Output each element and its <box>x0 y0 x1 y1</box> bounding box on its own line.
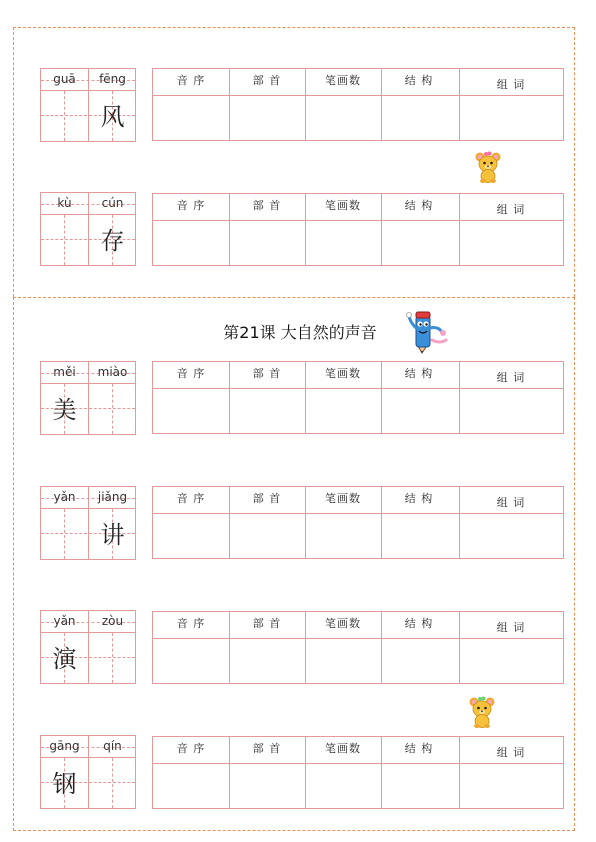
answer-cell[interactable] <box>305 514 381 558</box>
table-header-cell: 音 序 <box>176 492 206 505</box>
table-header-cell: 部 首 <box>252 492 282 505</box>
table-header-cell: 组 词 <box>496 496 526 509</box>
pinyin-left: guā <box>53 72 76 86</box>
answer-cell[interactable] <box>229 96 305 140</box>
table-header-cell: 音 序 <box>176 617 206 630</box>
hanzi-right: 讲 <box>100 521 125 549</box>
pinyin-right: miào <box>97 365 128 379</box>
tian-guide-line <box>112 758 113 808</box>
tian-guide-line <box>89 782 135 783</box>
pinyin-left: měi <box>53 365 76 379</box>
table-header-cell: 结 构 <box>404 617 434 630</box>
tian-guide-line <box>41 239 87 240</box>
bear-icon <box>474 150 502 184</box>
answer-cell[interactable] <box>459 764 563 808</box>
table-header-cell: 结 构 <box>404 367 434 380</box>
character-box <box>40 735 136 809</box>
hanzi-left: 美 <box>52 396 77 424</box>
character-info-table <box>152 736 564 809</box>
answer-cell[interactable] <box>153 639 229 683</box>
pinyin-left: yǎn <box>53 614 76 628</box>
answer-cell[interactable] <box>305 96 381 140</box>
tian-guide-line <box>112 384 113 434</box>
table-header-cell: 笔画数 <box>325 617 361 630</box>
character-info-table <box>152 68 564 141</box>
answer-cell[interactable] <box>229 639 305 683</box>
character-info-table <box>152 486 564 559</box>
answer-cell[interactable] <box>229 514 305 558</box>
table-header-cell: 部 首 <box>252 74 282 87</box>
table-header-cell: 音 序 <box>176 742 206 755</box>
character-box <box>40 68 136 142</box>
hanzi-right: 风 <box>100 103 125 131</box>
answer-cell[interactable] <box>229 389 305 433</box>
character-info-table <box>152 611 564 684</box>
tian-guide-line <box>64 215 65 265</box>
pinyin-left: kù <box>57 196 72 210</box>
pinyin-left: gāng <box>49 739 80 753</box>
hanzi-right: 存 <box>100 227 125 255</box>
answer-cell[interactable] <box>381 764 457 808</box>
answer-cell[interactable] <box>459 96 563 140</box>
pinyin-left: yǎn <box>53 490 76 504</box>
section-divider <box>13 297 575 298</box>
pencil-mascot-icon <box>406 306 450 354</box>
answer-cell[interactable] <box>381 221 457 265</box>
answer-cell[interactable] <box>459 639 563 683</box>
tian-guide-line <box>41 533 87 534</box>
tian-guide-line <box>64 91 65 141</box>
character-box <box>40 610 136 684</box>
answer-cell[interactable] <box>153 96 229 140</box>
answer-cell[interactable] <box>459 514 563 558</box>
answer-cell[interactable] <box>153 764 229 808</box>
table-header-cell: 组 词 <box>496 621 526 634</box>
tian-guide-line <box>89 657 135 658</box>
answer-cell[interactable] <box>229 764 305 808</box>
table-header-cell: 笔画数 <box>325 367 361 380</box>
character-box <box>40 361 136 435</box>
answer-cell[interactable] <box>153 389 229 433</box>
answer-cell[interactable] <box>459 389 563 433</box>
answer-cell[interactable] <box>381 96 457 140</box>
answer-cell[interactable] <box>305 389 381 433</box>
tian-guide-line <box>64 509 65 559</box>
table-header-cell: 结 构 <box>404 492 434 505</box>
pinyin-right: qín <box>103 739 122 753</box>
bear-icon <box>467 695 497 729</box>
table-header-cell: 笔画数 <box>325 492 361 505</box>
answer-cell[interactable] <box>381 389 457 433</box>
answer-cell[interactable] <box>153 514 229 558</box>
pinyin-right: zòu <box>101 614 124 628</box>
table-header-cell: 组 词 <box>496 371 526 384</box>
answer-cell[interactable] <box>305 221 381 265</box>
hanzi-left: 演 <box>52 645 77 673</box>
character-info-table <box>152 193 564 266</box>
character-box <box>40 192 136 266</box>
table-header-cell: 部 首 <box>252 367 282 380</box>
table-header-cell: 结 构 <box>404 74 434 87</box>
answer-cell[interactable] <box>305 639 381 683</box>
answer-cell[interactable] <box>381 514 457 558</box>
pinyin-right: cún <box>101 196 124 210</box>
table-header-cell: 音 序 <box>176 367 206 380</box>
character-box <box>40 486 136 560</box>
answer-cell[interactable] <box>459 221 563 265</box>
table-header-cell: 组 词 <box>496 78 526 91</box>
table-header-cell: 笔画数 <box>325 74 361 87</box>
character-info-table <box>152 361 564 434</box>
answer-cell[interactable] <box>229 221 305 265</box>
table-header-cell: 部 首 <box>252 617 282 630</box>
table-header-cell: 部 首 <box>252 742 282 755</box>
answer-cell[interactable] <box>153 221 229 265</box>
table-header-cell: 笔画数 <box>325 199 361 212</box>
table-header-cell: 音 序 <box>176 199 206 212</box>
table-header-cell: 组 词 <box>496 746 526 759</box>
answer-cell[interactable] <box>381 639 457 683</box>
table-header-cell: 组 词 <box>496 203 526 216</box>
table-header-cell: 音 序 <box>176 74 206 87</box>
table-header-cell: 部 首 <box>252 199 282 212</box>
table-header-cell: 结 构 <box>404 742 434 755</box>
tian-guide-line <box>112 633 113 683</box>
hanzi-left: 钢 <box>52 770 77 798</box>
table-header-cell: 结 构 <box>404 199 434 212</box>
answer-cell[interactable] <box>305 764 381 808</box>
pinyin-right: fēng <box>99 72 126 86</box>
tian-guide-line <box>89 408 135 409</box>
pinyin-right: jiǎng <box>97 490 128 504</box>
lesson-title: 第21课 大自然的声音 <box>223 323 377 342</box>
tian-guide-line <box>41 115 87 116</box>
table-header-cell: 笔画数 <box>325 742 361 755</box>
